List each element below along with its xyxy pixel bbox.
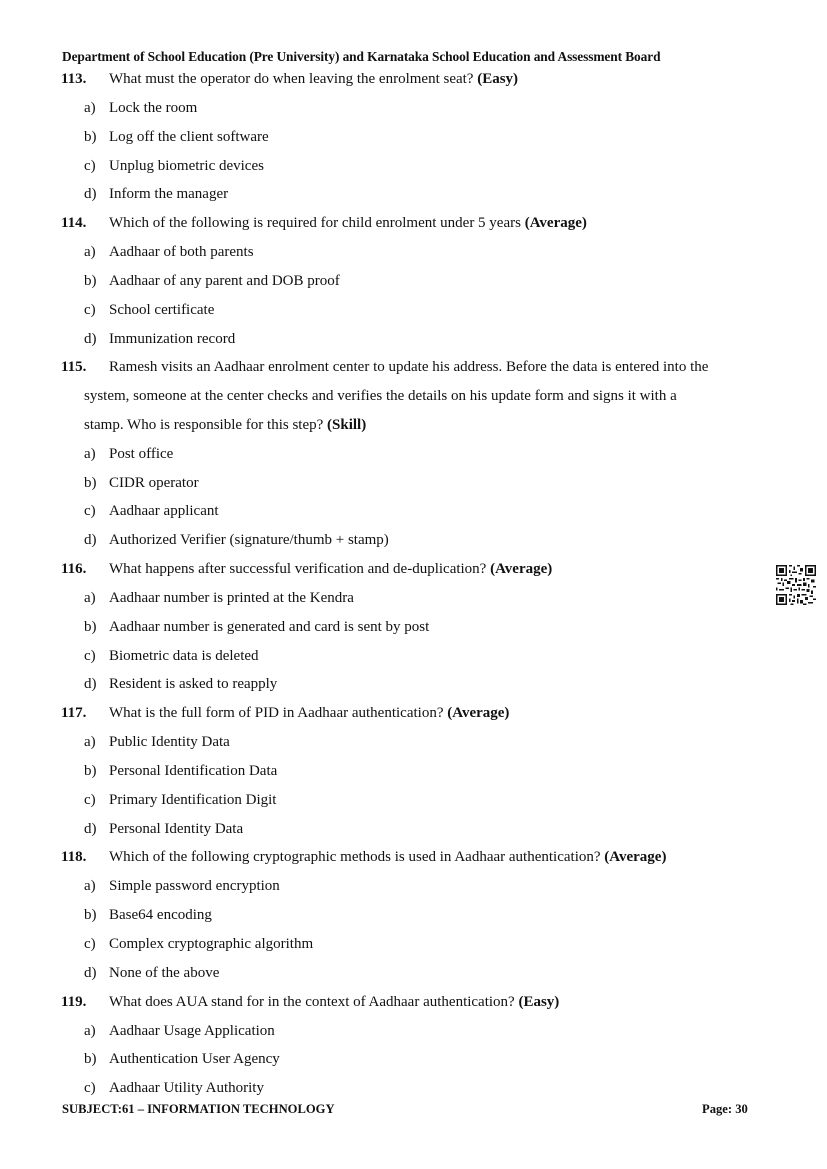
option-letter: a) <box>84 734 96 751</box>
option-text: Resident is asked to reapply <box>109 676 278 693</box>
option <box>61 469 783 498</box>
option <box>61 642 783 671</box>
option-letter: c) <box>84 791 96 808</box>
option <box>61 670 783 699</box>
difficulty-level: (Average) <box>447 705 510 722</box>
question-114 <box>61 209 783 353</box>
question-list <box>61 65 783 1103</box>
difficulty-level: (Easy) <box>518 993 560 1010</box>
option <box>61 613 783 642</box>
question-text: What happens after successful verification and de-duplication? <box>109 560 487 577</box>
option <box>61 728 783 757</box>
option <box>61 815 783 844</box>
difficulty-level: (Skill) <box>327 417 367 434</box>
option-letter: a) <box>84 878 96 895</box>
question-text: What does AUA stand for in the context of Aadhaar authentication? <box>109 993 515 1010</box>
option-text: Personal Identity Data <box>109 820 244 837</box>
option <box>61 238 783 267</box>
question-119 <box>61 988 783 1103</box>
option <box>61 959 783 988</box>
option <box>61 296 783 325</box>
option <box>61 901 783 930</box>
option <box>61 584 783 613</box>
option-text: Immunization record <box>109 330 236 347</box>
question-text-continued: stamp. Who is responsible for this step? <box>84 417 324 434</box>
option <box>61 1045 783 1074</box>
option <box>61 757 783 786</box>
option-text: Inform the manager <box>109 186 229 203</box>
question-115 <box>61 353 783 555</box>
question-113 <box>61 65 783 209</box>
difficulty-level: (Average) <box>604 849 667 866</box>
option-text: Personal Identification Data <box>109 762 278 779</box>
option-text: None of the above <box>109 964 220 981</box>
page-header: Department of School Education (Pre University) and Karnataka School Education and Assessment Board <box>62 49 661 64</box>
option-text: Simple password encryption <box>109 878 280 895</box>
question-number: 117. <box>61 705 87 722</box>
option-letter: d) <box>84 186 97 203</box>
option-text: Lock the room <box>109 100 198 116</box>
option <box>61 526 783 555</box>
option-text: Unplug biometric devices <box>109 157 264 174</box>
option-text: School certificate <box>109 301 215 318</box>
option-letter: a) <box>84 244 96 261</box>
option-letter: b) <box>84 128 97 145</box>
option-letter: c) <box>84 301 96 318</box>
option-letter: d) <box>84 330 97 347</box>
option-letter: b) <box>84 1051 97 1068</box>
option-text: Authorized Verifier (signature/thumb + stamp) <box>109 532 389 549</box>
option <box>61 180 783 209</box>
option-text: Biometric data is deleted <box>109 647 259 664</box>
option <box>61 930 783 959</box>
option <box>61 440 783 469</box>
footer-subject: SUBJECT:61 – INFORMATION TECHNOLOGY <box>62 1102 335 1116</box>
question-text: Which of the following cryptographic methods is used in Aadhaar authentication? <box>109 849 601 866</box>
option-text: CIDR operator <box>109 474 199 491</box>
question-number: 119. <box>61 993 87 1010</box>
option-letter: a) <box>84 1022 96 1039</box>
option-text: Aadhaar Usage Application <box>109 1022 275 1039</box>
option <box>61 267 783 296</box>
option-text: Log off the client software <box>109 128 269 145</box>
question-text: What is the full form of PID in Aadhaar authentication? <box>109 705 444 722</box>
option-text: Base64 encoding <box>109 907 212 924</box>
option-text: Post office <box>109 445 174 462</box>
option-text: Aadhaar number is generated and card is sent by post <box>109 618 430 635</box>
option-text: Authentication User Agency <box>109 1051 280 1068</box>
option-text: Complex cryptographic algorithm <box>109 935 314 952</box>
option-letter: a) <box>84 100 96 116</box>
option-text: Aadhaar of both parents <box>109 244 254 261</box>
option-text: Public Identity Data <box>109 734 230 751</box>
option <box>61 786 783 815</box>
option-letter: b) <box>84 272 97 289</box>
option-text: Aadhaar number is printed at the Kendra <box>109 589 354 606</box>
option-letter: b) <box>84 907 97 924</box>
qr-code-icon <box>776 565 816 605</box>
question-number: 116. <box>61 560 87 577</box>
question-text: Which of the following is required for child enrolment under 5 years <box>109 215 521 232</box>
option <box>61 1017 783 1046</box>
option-text: Primary Identification Digit <box>109 791 277 808</box>
difficulty-level: (Average) <box>490 560 553 577</box>
question-number: 113. <box>61 71 87 87</box>
difficulty-level: (Average) <box>524 215 587 232</box>
option-letter: a) <box>84 445 96 462</box>
option-letter: d) <box>84 820 97 837</box>
option <box>61 152 783 181</box>
question-118 <box>61 843 783 987</box>
option-letter: d) <box>84 676 97 693</box>
option-letter: b) <box>84 762 97 779</box>
option-letter: c) <box>84 157 96 174</box>
option-letter: a) <box>84 589 96 606</box>
option-letter: c) <box>84 503 96 520</box>
option-letter: d) <box>84 532 97 549</box>
option-text: Aadhaar Utility Authority <box>109 1080 264 1097</box>
option-letter: b) <box>84 618 97 635</box>
question-text-continued: system, someone at the center checks and verifies the details on his update form and signs it with a <box>84 388 677 405</box>
option-letter: c) <box>84 647 96 664</box>
option <box>61 872 783 901</box>
footer-page-number: Page: 30 <box>702 1102 748 1116</box>
option <box>61 1074 783 1103</box>
question-text: Ramesh visits an Aadhaar enrolment center to update his address. Before the data is entered into the <box>109 359 709 376</box>
option <box>61 325 783 354</box>
question-text: What must the operator do when leaving the enrolment seat? <box>109 71 474 87</box>
difficulty-level: (Easy) <box>477 71 519 87</box>
option-text: Aadhaar of any parent and DOB proof <box>109 272 340 289</box>
question-number: 118. <box>61 849 87 866</box>
question-117 <box>61 699 783 843</box>
option-letter: c) <box>84 935 96 952</box>
question-116 <box>61 555 783 699</box>
option-letter: b) <box>84 474 97 491</box>
question-number: 114. <box>61 215 87 232</box>
question-number: 115. <box>61 359 87 376</box>
option <box>61 94 783 123</box>
option-letter: d) <box>84 964 97 981</box>
option-letter: c) <box>84 1080 96 1097</box>
option <box>61 123 783 152</box>
option <box>61 497 783 526</box>
option-text: Aadhaar applicant <box>109 503 219 520</box>
